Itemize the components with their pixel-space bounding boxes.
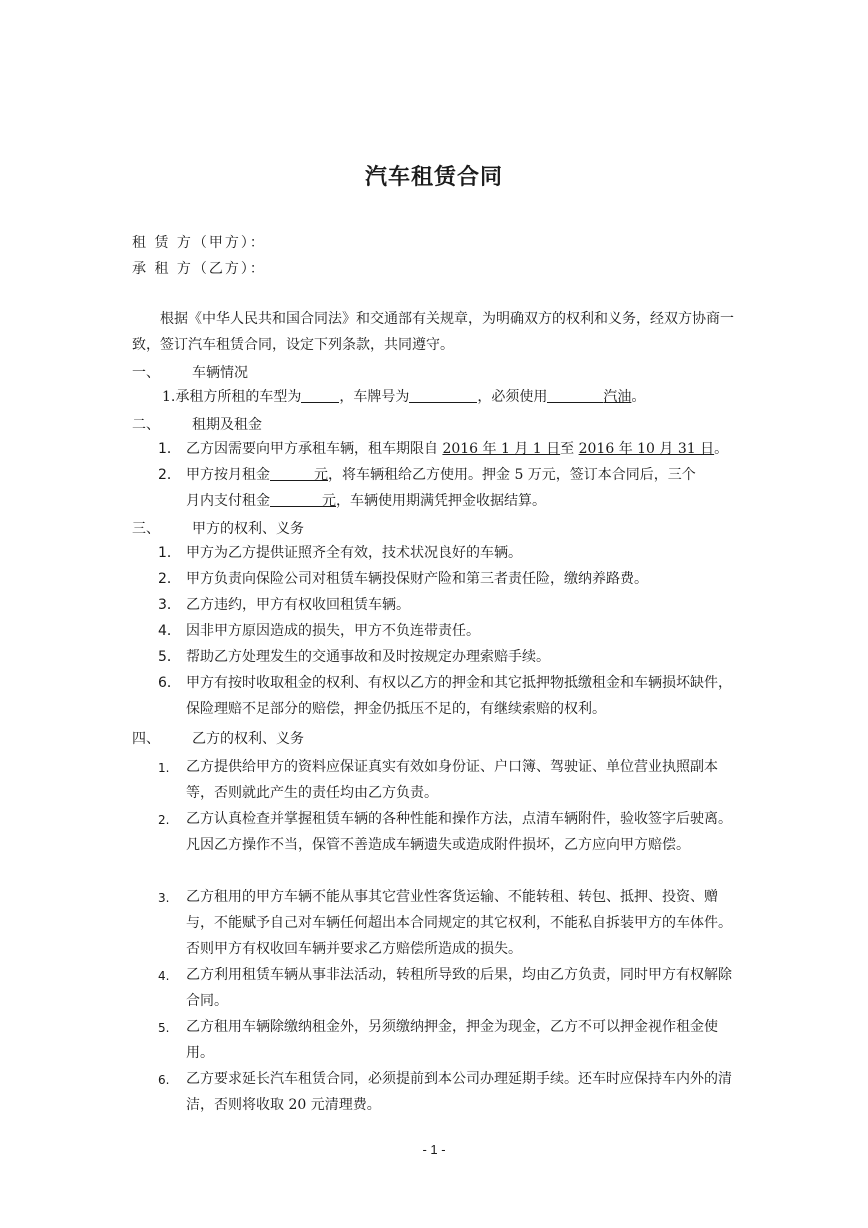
section-lessor-rights xyxy=(132,518,304,538)
list-item xyxy=(158,540,744,566)
end-date: 2016 年 10 月 31 日 xyxy=(578,441,715,457)
item-text: 因非甲方原因造成的损失，甲方不负连带责任。 xyxy=(186,623,480,639)
list-item xyxy=(158,884,744,962)
list-item xyxy=(158,436,744,462)
section-term-rent xyxy=(132,414,262,434)
item-number: 3. xyxy=(158,891,170,905)
clause-text: ，车牌号为 xyxy=(339,389,410,405)
item-number: 5． xyxy=(158,649,181,665)
section-vehicle xyxy=(132,362,248,382)
vehicle-clause xyxy=(162,384,645,410)
item-text: 帮助乙方处理发生的交通事故和及时按规定办理索赔手续。 xyxy=(186,649,550,665)
lessee-line: 承 租 方（乙方）： xyxy=(132,261,266,277)
lessor-line: 租 赁 方（甲方）： xyxy=(132,235,266,251)
list-item xyxy=(158,566,744,592)
item-text: 乙方认真检查并掌握租赁车辆的各种性能和操作方法，点清车辆附件，验收签字后驶离。凡因乙方操作不当，保管不善造成车辆遗失或造成附件损坏，乙方应向甲方赔偿。 xyxy=(186,811,732,853)
list-item xyxy=(158,962,744,1014)
list-item xyxy=(158,462,744,514)
list-item xyxy=(158,618,744,644)
item-text: 乙方租用的甲方车辆不能从事其它营业性客货运输、不能转租、转包、抵押、投资、赠与，不能赋予自己对车辆任何超出本合同规定的其它权利，不能私自拆装甲方的车体件。否则甲方有权收回车辆并要求乙方赔偿所造成的损失。 xyxy=(186,889,732,957)
item-number: 3． xyxy=(158,597,181,613)
item-number: 4． xyxy=(158,623,181,639)
page-number: - 1 - xyxy=(422,1142,446,1157)
fuel-type: 汽油 xyxy=(603,389,632,405)
blank-field xyxy=(301,388,339,403)
list-item xyxy=(158,754,744,806)
section-title: 车辆情况 xyxy=(192,365,248,381)
list-item xyxy=(158,644,744,670)
section-number: 四、 xyxy=(132,731,160,747)
item-text: 乙方因需要向甲方承租车辆，租车期限自 2016 年 1 月 1 日至 2016 年 10 月 31 日。 xyxy=(186,441,729,457)
section-title: 租期及租金 xyxy=(192,417,262,433)
start-date: 2016 年 1 月 1 日 xyxy=(442,441,561,457)
item-text: 乙方提供给甲方的资料应保证真实有效如身份证、户口簿、驾驶证、单位营业执照副本等，否则就此产生的责任均由乙方负责。 xyxy=(186,759,718,801)
item-number: 2． xyxy=(158,571,181,587)
item-text: 乙方利用租赁车辆从事非法活动，转租所导致的后果，均由乙方负责，同时甲方有权解除合同。 xyxy=(186,967,732,1009)
item-text: 甲方按月租金 元，将车辆租给乙方使用。押金 5 万元，签订本合同后，三个 月内支付租金 元，车辆使用期满凭押金收据结算。 xyxy=(186,467,696,509)
item-text: 乙方要求延长汽车租赁合同，必须提前到本公司办理延期手续。还车时应保持车内外的清洁，否则将收取 20 元清理费。 xyxy=(186,1071,732,1113)
clause-text: ，必须使用 xyxy=(477,389,548,405)
item-number: 4. xyxy=(158,969,170,983)
list-item xyxy=(158,1014,744,1066)
item-text: 乙方违约，甲方有权收回租赁车辆。 xyxy=(186,597,410,613)
section-title: 乙方的权利、义务 xyxy=(192,731,304,747)
item-number: 1． xyxy=(158,545,181,561)
item-number: 1. xyxy=(158,761,170,775)
item-text: 甲方负责向保险公司对租赁车辆投保财产险和第三者责任险，缴纳养路费。 xyxy=(186,571,648,587)
item-number: 2. xyxy=(158,813,170,827)
item-number: 1． xyxy=(158,441,181,457)
item-number: 6. xyxy=(158,1073,170,1087)
list-item xyxy=(158,670,744,722)
item-text: 甲方有按时收取租金的权利、有权以乙方的押金和其它抵押物抵缴租金和车辆损坏缺件，保险理赔不足部分的赔偿，押金仍抵压不足的，有继续索赔的权利。 xyxy=(186,675,732,717)
document-title: 汽车租赁合同 xyxy=(364,164,503,190)
item-number: 5. xyxy=(158,1021,170,1035)
list-item xyxy=(158,1066,744,1118)
section-number: 二、 xyxy=(132,417,160,433)
item-number: 2． xyxy=(158,467,181,483)
intro-paragraph: 根据《中华人民共和国合同法》和交通部有关规章，为明确双方的权利和义务，经双方协商一致，签订汽车租赁合同，设定下列条款，共同遵守。 xyxy=(132,311,734,353)
clause-text: 1.承租方所租的车型为 xyxy=(162,389,302,405)
item-text: 乙方租用车辆除缴纳租金外，另须缴纳押金，押金为现金，乙方不可以押金视作租金使用。 xyxy=(186,1019,718,1061)
list-item xyxy=(158,806,744,858)
blank-field xyxy=(409,388,477,403)
list-item xyxy=(158,592,744,618)
section-number: 三、 xyxy=(132,521,160,537)
section-lessee-rights xyxy=(132,728,304,748)
blank-field xyxy=(547,388,603,403)
section-title: 甲方的权利、义务 xyxy=(192,521,304,537)
item-text: 甲方为乙方提供证照齐全有效，技术状况良好的车辆。 xyxy=(186,545,522,561)
clause-text: 。 xyxy=(631,389,646,405)
section-number: 一、 xyxy=(132,365,160,381)
item-number: 6． xyxy=(158,675,181,691)
